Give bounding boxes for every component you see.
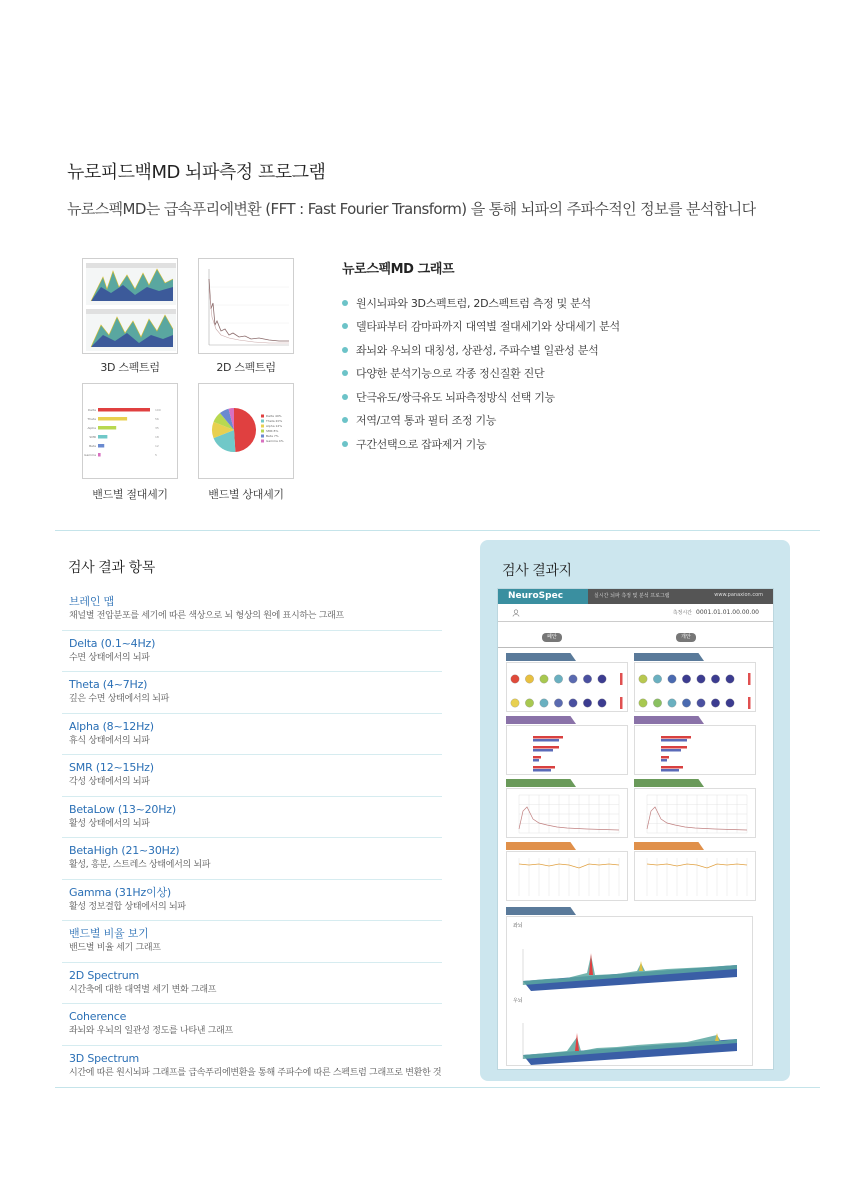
ratio-bar <box>661 756 669 759</box>
color-scale <box>620 673 623 685</box>
brain-map-circle <box>583 699 591 707</box>
feature-text: 구간선택으로 잡파제거 기능 <box>356 437 487 451</box>
legend-swatch <box>261 415 264 418</box>
result-desc: 휴식 상태에서의 뇌파 <box>69 735 150 746</box>
band-ratio-graphic <box>635 726 757 776</box>
ratio-bar <box>661 746 687 749</box>
brain-map-circle <box>598 675 606 683</box>
2d-spectrum-header <box>634 779 704 787</box>
legend-swatch <box>261 435 264 438</box>
feature-section <box>342 258 762 456</box>
result-title: BetaLow (13~20Hz) <box>69 802 176 816</box>
bar-label: Theta <box>87 417 96 421</box>
bottom-divider <box>55 1087 820 1088</box>
ratio-bar <box>533 766 555 769</box>
page-subtitle: 뉴로스펙MD는 급속푸리에변환 (FFT : Fast Fourier Transform) 을 통해 뇌파의 주파수적인 정보를 분석합니다 <box>67 200 756 218</box>
result-item <box>62 838 442 880</box>
sheet-date-value: 0001.01.01.00.00.00 <box>696 609 759 616</box>
feature-item <box>342 385 762 409</box>
brain-map-right <box>634 662 756 712</box>
bar-label: Alpha <box>87 426 96 430</box>
ratio-bar <box>661 766 683 769</box>
coherence-right <box>634 851 756 901</box>
ratio-bar <box>533 749 553 752</box>
brain-map-circle <box>540 699 548 707</box>
results-list <box>62 589 442 1087</box>
ratio-bar <box>533 756 541 759</box>
result-title: Delta (0.1~4Hz) <box>69 636 156 650</box>
ratio-bar <box>661 759 667 762</box>
result-desc: 수면 상태에서의 뇌파 <box>69 652 150 663</box>
brain-map-circle <box>583 675 591 683</box>
result-item <box>62 589 442 631</box>
bullet-icon <box>342 300 348 306</box>
results-heading: 검사 결과 항목 <box>68 560 155 576</box>
color-scale <box>620 697 623 709</box>
feature-text: 좌뇌와 우뇌의 대칭성, 상관성, 주파수별 일관성 분석 <box>356 343 599 357</box>
sheet-date <box>673 609 759 616</box>
bar-value: 56 <box>155 417 159 421</box>
section-divider <box>55 530 820 531</box>
page-title: 뉴로피드백MD 뇌파측정 프로그램 <box>67 162 326 183</box>
coherence-left <box>506 851 628 901</box>
result-title: Theta (4~7Hz) <box>69 678 148 691</box>
feature-list <box>342 291 762 456</box>
band-ratio-left <box>506 725 628 775</box>
bar-alpha <box>98 426 116 430</box>
right-brain-label: 우뇌 <box>513 998 523 1004</box>
legend-label: Delta 49% <box>266 414 282 418</box>
brain-map-circle <box>569 675 577 683</box>
result-item <box>62 631 442 673</box>
coherence-graphic <box>635 852 757 902</box>
sheet-date-label: 측정시간 <box>672 610 693 616</box>
brain-map-circle <box>525 675 533 683</box>
2d-spectrum-right <box>634 788 756 838</box>
bullet-icon <box>342 394 348 400</box>
brain-map-circle <box>711 675 719 683</box>
result-title: SMR (12~15Hz) <box>69 761 154 774</box>
brain-map-circle <box>639 675 647 683</box>
thumbnail-band-absolute <box>82 383 178 479</box>
ratio-bar <box>533 746 559 749</box>
result-title: 브레인 맵 <box>69 595 115 608</box>
ratio-bar <box>533 739 559 742</box>
thumbnail-3d-spectrum <box>82 258 178 354</box>
2d-spectrum-header <box>506 779 576 787</box>
bullet-icon <box>342 417 348 423</box>
result-title: Gamma (31Hz이상) <box>69 885 172 899</box>
bullet-icon <box>342 370 348 376</box>
band-ratio-right <box>634 725 756 775</box>
result-title: Coherence <box>69 1010 127 1023</box>
brain-map-circle <box>569 699 577 707</box>
bar-label: SMR <box>89 435 96 439</box>
pie-slice-delta <box>234 408 256 452</box>
brain-map-circle <box>511 699 519 707</box>
brain-map-header <box>506 653 576 661</box>
result-desc: 활성, 흥분, 스트레스 상태에서의 뇌파 <box>69 860 211 870</box>
bar-label: Beta <box>89 444 96 448</box>
bar-value: 18 <box>155 435 159 439</box>
2d-spectrum-graphic <box>507 789 629 839</box>
thumbnail-label-absolute: 밴드별 절대세기 <box>92 488 168 501</box>
results-section <box>62 557 442 1087</box>
3d-spectrum-left-graphic <box>507 921 752 993</box>
brain-map-circle <box>711 699 719 707</box>
result-desc: 좌뇌와 우뇌의 일관성 정도를 나타낸 그래프 <box>69 1026 233 1036</box>
coherence-graphic <box>507 852 629 902</box>
bar-beta <box>98 444 104 448</box>
result-item <box>62 755 442 797</box>
result-desc: 각성 상태에서의 뇌파 <box>69 777 150 787</box>
brain-map-left <box>506 662 628 712</box>
thumbnail-label-2d: 2D 스펙트럼 <box>216 361 276 374</box>
color-scale <box>748 697 751 709</box>
user-icon <box>512 609 520 617</box>
bar-gamma <box>98 453 101 457</box>
thumbnail-label-3d: 3D 스펙트럼 <box>100 361 160 374</box>
feature-item <box>342 409 762 433</box>
bar-smr <box>98 435 107 439</box>
ratio-bar <box>533 759 539 762</box>
result-desc: 채널별 전압분포를 세기에 따른 색상으로 뇌 형상의 원에 표시하는 그래프 <box>69 611 344 621</box>
brain-map-circle <box>682 699 690 707</box>
sheet-bar-title: 실시간 뇌파 측정 및 분석 프로그램 <box>594 593 670 599</box>
3d-spectrum-image <box>83 259 178 354</box>
left-brain-label: 좌뇌 <box>513 923 523 929</box>
brain-map-circle <box>726 675 734 683</box>
brain-map-graphic <box>507 663 629 713</box>
feature-item <box>342 315 762 339</box>
brain-map-header <box>634 653 704 661</box>
feature-heading: 뉴로스펙MD 그래프 <box>342 262 455 277</box>
result-desc: 활성 상태에서의 뇌파 <box>69 818 150 829</box>
ratio-bar <box>533 769 551 772</box>
result-item <box>62 1004 442 1046</box>
2d-spectrum-image <box>199 259 294 354</box>
brain-map-circle <box>554 675 562 683</box>
feature-item <box>342 338 762 362</box>
ratio-bar <box>661 769 679 772</box>
brain-map-circle <box>726 699 734 707</box>
bar-value: 35 <box>155 426 159 430</box>
legend-label: Alpha 12% <box>266 424 283 428</box>
brain-map-circle <box>525 699 533 707</box>
brain-map-circle <box>511 675 519 683</box>
bullet-icon <box>342 323 348 329</box>
brain-map-circle <box>697 675 705 683</box>
brain-map-circle <box>639 699 647 707</box>
result-title: 3D Spectrum <box>69 1051 140 1065</box>
brain-map-circle <box>540 675 548 683</box>
bar-label: Gamma <box>84 453 96 457</box>
brain-map-circle <box>554 699 562 707</box>
ratio-bar <box>661 736 691 739</box>
feature-text: 원시뇌파와 3D스펙트럼, 2D스펙트럼 측정 및 분석 <box>356 296 591 310</box>
band-ratio-header <box>634 716 704 724</box>
thumbnail-band-relative <box>198 383 294 479</box>
legend-swatch <box>261 425 264 428</box>
legend-label: Beta 7% <box>266 434 279 438</box>
sheet-rule <box>498 621 773 622</box>
bullet-icon <box>342 347 348 353</box>
feature-text: 저역/고역 통과 필터 조정 기능 <box>356 414 497 428</box>
result-desc: 시간축에 대한 대역별 세기 변화 그래프 <box>69 984 217 995</box>
3d-spectrum-box <box>506 916 753 1066</box>
2d-spectrum-left <box>506 788 628 838</box>
result-desc: 깊은 수면 상태에서의 뇌파 <box>69 694 170 704</box>
bar-label: Delta <box>87 408 96 412</box>
report-sheet <box>497 588 774 1070</box>
brain-map-circle <box>653 675 661 683</box>
legend-swatch <box>261 420 264 423</box>
result-item <box>62 921 442 963</box>
ratio-bar <box>533 736 563 739</box>
brain-map-graphic <box>635 663 757 713</box>
result-title: 밴드별 비율 보기 <box>69 927 149 940</box>
result-item <box>62 797 442 839</box>
bar-value: 12 <box>155 444 159 448</box>
brain-map-circle <box>668 699 676 707</box>
band-ratio-header <box>506 716 576 724</box>
thumbnail-label-relative: 밴드별 상대세기 <box>208 488 284 501</box>
brain-map-circle <box>668 675 676 683</box>
feature-item <box>342 432 762 456</box>
legend-label: SMR 8% <box>266 429 279 433</box>
result-title: 2D Spectrum <box>69 968 140 982</box>
3d-spectrum-header <box>506 907 576 915</box>
ratio-bar <box>661 739 687 742</box>
bullet-icon <box>342 441 348 447</box>
brain-map-circle <box>598 699 606 707</box>
ratio-bar <box>661 749 681 752</box>
bar-delta <box>98 408 150 412</box>
tag-eyes-open: 개안 <box>676 633 696 642</box>
tag-eyes-closed: 폐안 <box>542 633 562 642</box>
bar-value: 100 <box>155 408 161 412</box>
brain-map-circle <box>653 699 661 707</box>
legend-label: Theta 20% <box>266 419 283 423</box>
band-absolute-chart <box>83 384 178 479</box>
result-desc: 활성 정보결합 상태에서의 뇌파 <box>69 901 186 912</box>
thumbnail-2d-spectrum <box>198 258 294 354</box>
result-item <box>62 963 442 1005</box>
page-header <box>67 158 827 219</box>
result-title: BetaHigh (21~30Hz) <box>69 844 180 857</box>
feature-text: 델타파부터 감마파까지 대역별 절대세기와 상대세기 분석 <box>356 320 620 334</box>
legend-swatch <box>261 440 264 443</box>
feature-item <box>342 362 762 386</box>
sheet-rule-2 <box>498 647 773 648</box>
sheet-bar-url: www.panaxion.com <box>714 592 763 598</box>
bar-value: 5 <box>155 453 157 457</box>
legend-label: Gamma 4% <box>266 439 284 443</box>
result-desc: 시간에 따른 원시뇌파 그래프를 급속푸리에변환을 통해 주파수에 따른 스펙트럼 그래프로 변환한 것 <box>69 1067 442 1078</box>
result-item <box>62 714 442 756</box>
band-ratio-graphic <box>507 726 629 776</box>
coherence-header <box>634 842 704 850</box>
feature-text: 다양한 분석기능으로 각종 정신질환 진단 <box>356 367 545 381</box>
report-heading: 검사 결과지 <box>502 563 572 579</box>
2d-spectrum-graphic <box>635 789 757 839</box>
brain-map-circle <box>682 675 690 683</box>
bar-theta <box>98 417 127 421</box>
result-desc: 밴드별 비율 세기 그래프 <box>69 943 161 953</box>
result-title: Alpha (8~12Hz) <box>69 719 154 733</box>
color-scale <box>748 673 751 685</box>
feature-item <box>342 291 762 315</box>
coherence-header <box>506 842 576 850</box>
result-item <box>62 1046 442 1088</box>
3d-spectrum-right-graphic <box>507 995 752 1067</box>
sheet-brand: NeuroSpec <box>498 589 588 604</box>
brain-map-circle <box>697 699 705 707</box>
result-item <box>62 880 442 922</box>
band-relative-chart <box>199 384 294 479</box>
result-item <box>62 672 442 714</box>
legend-swatch <box>261 430 264 433</box>
feature-text: 단극유도/쌍극유도 뇌파측정방식 선택 기능 <box>356 390 555 404</box>
report-panel <box>480 540 790 1081</box>
